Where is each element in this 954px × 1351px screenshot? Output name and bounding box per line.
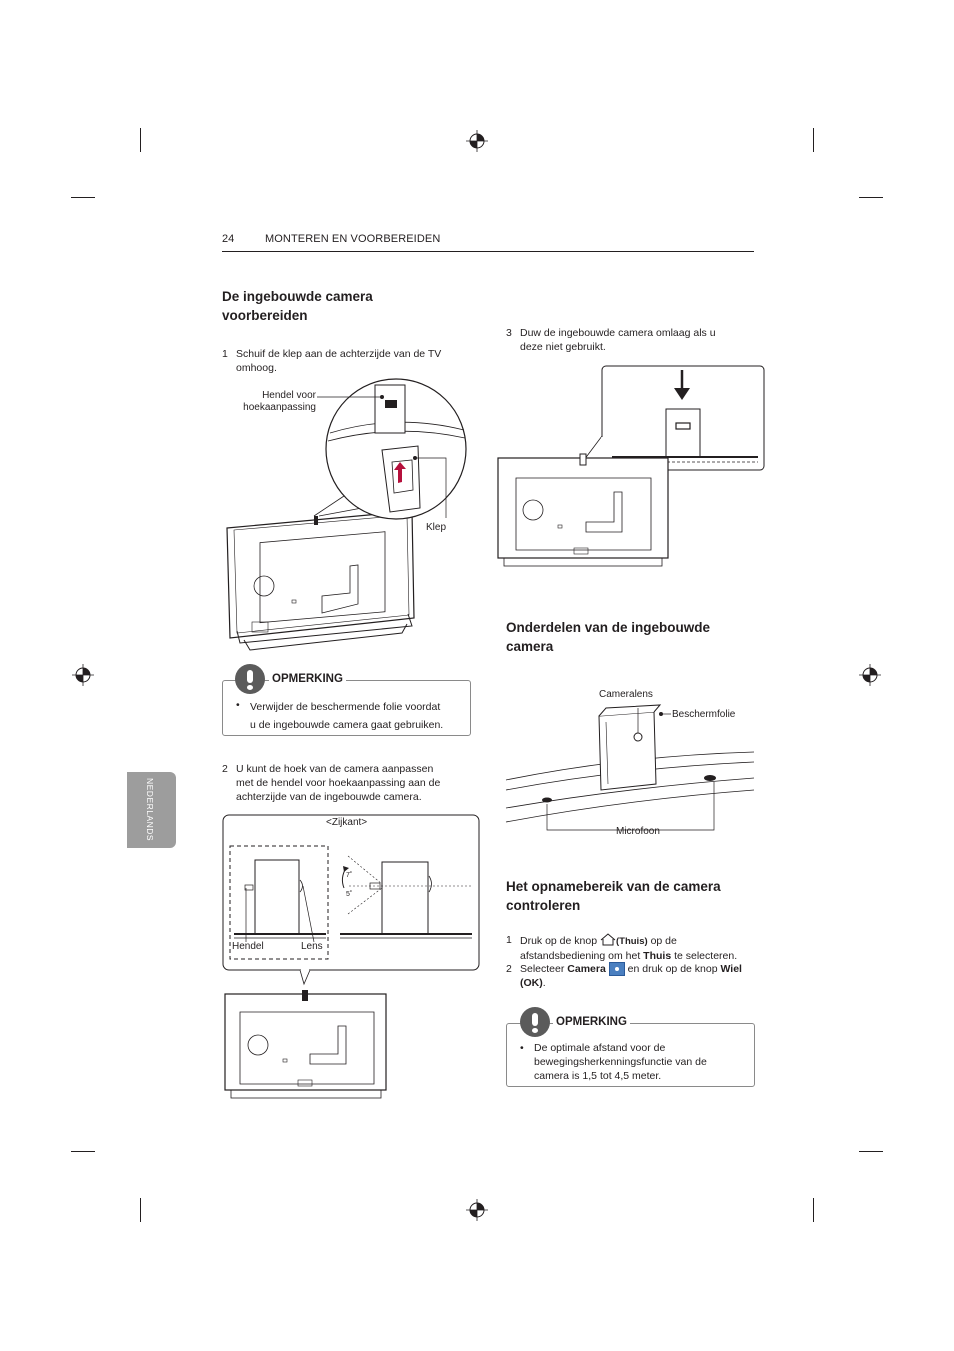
warning-icon (235, 664, 265, 694)
step-text-part: op de (650, 935, 677, 947)
registration-mark-icon (466, 130, 488, 152)
step-line: Schuif de klep aan de achterzijde van de TV (236, 348, 442, 360)
step-text-part: . (542, 977, 546, 990)
step-text-part: afstandsbediening om het (520, 950, 644, 962)
section-title-line: voorbereiden (222, 308, 308, 323)
section-title-line: camera (506, 639, 554, 654)
step-3 (506, 326, 756, 356)
figure-side-view (222, 814, 480, 1104)
crop-mark (813, 128, 814, 152)
step-1 (222, 347, 472, 377)
running-head: MONTEREN EN VOORBEREIDEN (265, 233, 441, 245)
note-bullet: • (236, 699, 240, 711)
crop-mark (71, 1151, 95, 1152)
step-text-part: Selecteer (520, 963, 568, 975)
note-line: De optimale afstand voor de (534, 1042, 666, 1054)
note-title: OPMERKING (553, 1016, 630, 1028)
note-line: camera is 1,5 tot 4,5 meter. (534, 1070, 662, 1082)
crop-mark (71, 197, 95, 198)
label-cover: Klep (426, 522, 447, 533)
step-text-bold: Wiel (720, 963, 742, 975)
crop-mark (140, 128, 141, 152)
label-angle-lever (234, 390, 316, 414)
note-line: u de ingebouwde camera gaat gebruiken. (250, 719, 444, 731)
label-lens: Lens (301, 941, 323, 952)
section-title-prepare (222, 287, 373, 325)
note-text (250, 698, 443, 734)
step-text-part: Druk op de knop (520, 935, 598, 947)
home-icon (600, 933, 616, 946)
step-line: Duw de ingebouwde camera omlaag als u (520, 327, 716, 339)
step-number: 1 (222, 348, 228, 360)
home-key-label: (Thuis) (615, 936, 648, 947)
step-line: omhoog. (236, 362, 277, 374)
figure-caption: <Zijkant> (326, 817, 368, 828)
registration-mark-icon (72, 664, 94, 686)
figure-push-camera-down (496, 364, 766, 570)
note-line: bewegingsherkenningsfunctie van de (534, 1056, 707, 1068)
note-bullet: • (520, 1042, 524, 1054)
label-microphone: Microfoon (616, 826, 660, 837)
crop-mark (859, 1151, 883, 1152)
step-text-bold: Thuis (643, 950, 672, 962)
step-home (506, 933, 758, 963)
section-title-line: De ingebouwde camera (222, 289, 373, 304)
step-text-part: te selecteren. (671, 950, 738, 962)
crop-mark (140, 1198, 141, 1222)
note-title: OPMERKING (269, 673, 346, 685)
step-text (236, 347, 441, 375)
section-title-line: Het opnamebereik van de camera (506, 879, 721, 894)
registration-mark-icon (466, 1199, 488, 1221)
section-title-line: Onderdelen van de ingebouwde (506, 620, 711, 635)
section-title-range (506, 877, 721, 915)
language-tab-label: NEDERLANDS (145, 778, 155, 842)
step-text-bold: (OK) (520, 977, 543, 990)
step-number: 2 (506, 963, 512, 975)
step-2 (222, 762, 472, 806)
crop-mark (813, 1198, 814, 1222)
step-text (520, 962, 742, 990)
step-text-part: en druk op de knop (624, 963, 721, 975)
camera-app-icon (609, 962, 625, 976)
step-line: met de hendel voor hoekaanpassing aan de (236, 777, 441, 789)
step-text (520, 326, 716, 354)
step-number: 2 (222, 763, 228, 775)
label-line: Hendel voor (262, 390, 316, 401)
warning-icon (520, 1007, 550, 1037)
step-line: deze niet gebruikt. (520, 341, 606, 353)
label-camera-lens: Cameralens (599, 689, 653, 700)
step-number: 3 (506, 327, 512, 339)
note-line: Verwijder de beschermende folie voordat (250, 701, 441, 713)
page-number: 24 (222, 233, 235, 245)
header-divider (222, 251, 754, 252)
step-line: U kunt de hoek van de camera aanpassen (236, 763, 434, 775)
registration-mark-icon (859, 664, 881, 686)
language-tab (127, 772, 176, 848)
label-lever: Hendel (232, 941, 264, 952)
label-line: hoekaanpassing (243, 402, 316, 413)
step-text (520, 933, 737, 963)
section-title-parts (506, 618, 710, 656)
section-title-line: controleren (506, 898, 581, 913)
step-camera (506, 962, 758, 992)
angle-down-label: 5˚ (346, 891, 353, 898)
crop-mark (859, 197, 883, 198)
step-line: achterzijde van de ingebouwde camera. (236, 791, 422, 803)
step-text-bold: Camera (567, 963, 606, 975)
step-text (236, 762, 440, 804)
figure-tv-back-cover (222, 378, 472, 653)
angle-up-label: 7˚ (346, 872, 353, 879)
note-text (534, 1041, 707, 1083)
label-protective-film: Beschermfolie (672, 709, 736, 720)
step-number: 1 (506, 934, 512, 946)
